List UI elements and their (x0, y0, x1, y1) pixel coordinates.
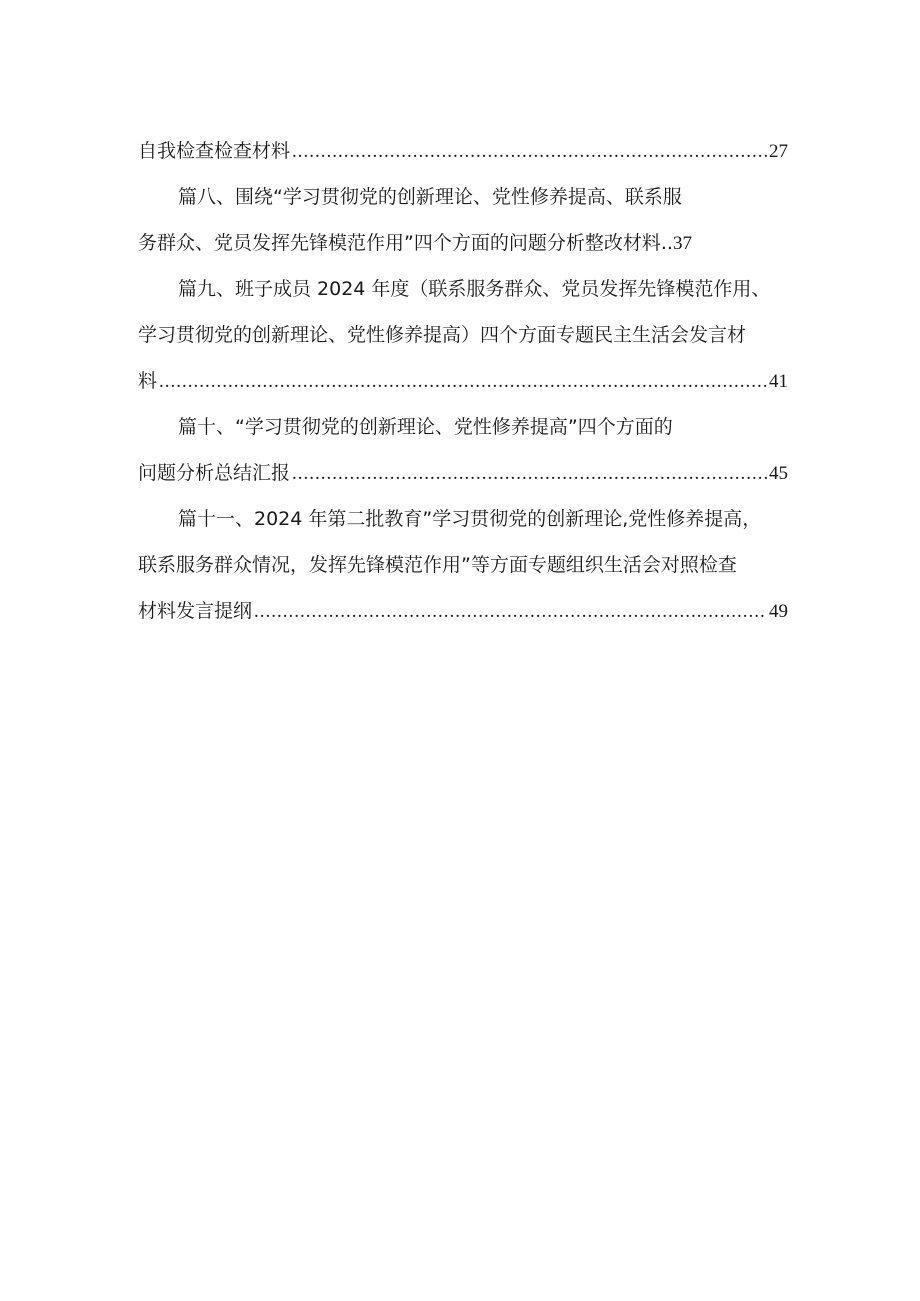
toc-entry-10-line-2[interactable] (138, 450, 788, 496)
toc-page-number: 41 (769, 371, 788, 392)
toc-entry-self-check[interactable] (138, 128, 788, 174)
toc-entry-title: 篇十一、2024 年第二批教育”学习贯彻党的创新理论,党性修养提高， (178, 508, 762, 530)
toc-entry-title: 篇十、“学习贯彻党的创新理论、党性修养提高”四个方面的 (178, 416, 673, 438)
toc-entry-title: 联系服务群众情况，发挥先锋模范作用”等方面专题组织生活会对照检查 (138, 554, 737, 576)
toc-entry-8-line-2[interactable] (138, 220, 788, 266)
toc-entry-title: 学习贯彻党的创新理论、党性修养提高）四个方面专题民主生活会发言材 (138, 324, 747, 346)
toc-page-number: 37 (672, 233, 692, 254)
toc-entry-title: 问题分析总结汇报 (138, 462, 291, 484)
toc-leader-dots (254, 589, 767, 634)
toc-leader-dots: .. (660, 232, 673, 254)
toc-entry-title: 篇九、班子成员 2024 年度（联系服务群众、党员发挥先锋模范作用、 (178, 278, 771, 300)
toc-entry-title: 料 (138, 370, 158, 392)
toc-entry-9-line-3[interactable] (138, 358, 788, 404)
toc-entry-11-line-1[interactable] (138, 496, 788, 542)
toc-entry-title: 篇八、围绕“学习贯彻党的创新理论、党性修养提高、联系服 (178, 186, 682, 208)
toc-leader-dots (292, 129, 767, 174)
toc-entry-9-line-1[interactable] (138, 266, 788, 312)
table-of-contents (138, 128, 788, 634)
toc-page-number: 27 (769, 141, 788, 162)
toc-leader-dots (159, 359, 767, 404)
toc-entry-title: 自我检查检查材料 (138, 140, 291, 162)
toc-entry-11-line-2[interactable] (138, 542, 788, 588)
toc-entry-8-line-1[interactable] (138, 174, 788, 220)
toc-page-number: 45 (769, 463, 788, 484)
toc-entry-10-line-1[interactable] (138, 404, 788, 450)
toc-leader-dots (292, 451, 767, 496)
toc-entry-title: 务群众、党员发挥先锋模范作用”四个方面的问题分析整改材料 (138, 232, 661, 254)
toc-entry-9-line-2[interactable] (138, 312, 788, 358)
toc-page-number: 49 (769, 601, 788, 622)
toc-entry-title: 材料发言提纲 (138, 600, 253, 622)
toc-entry-11-line-3[interactable] (138, 588, 788, 634)
